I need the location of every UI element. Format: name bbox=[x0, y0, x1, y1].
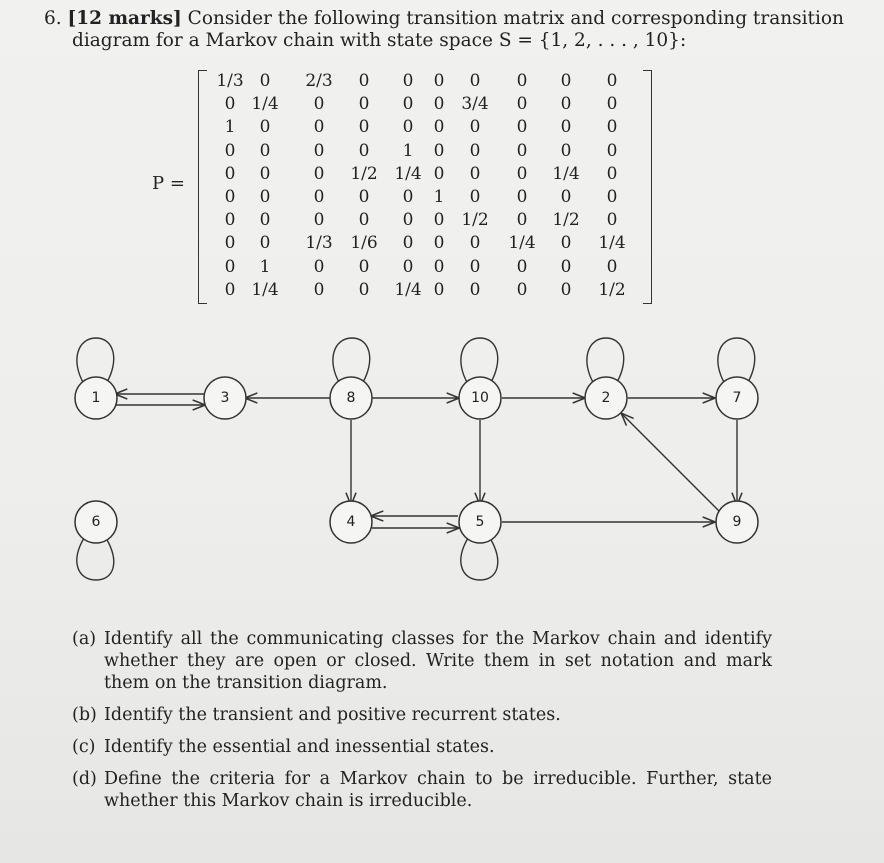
matrix-cell: 0 bbox=[259, 186, 271, 207]
matrix-cell: 0 bbox=[433, 71, 445, 91]
matrix-cell: 0 bbox=[560, 186, 572, 207]
matrix-cell: 0 bbox=[469, 186, 481, 207]
matrix-cell: 0 bbox=[402, 117, 414, 138]
matrix-cell: 0 bbox=[433, 233, 445, 254]
matrix-cell: 0 bbox=[606, 94, 618, 115]
part-b bbox=[72, 704, 772, 726]
matrix-cell: 0 bbox=[469, 233, 481, 254]
node-3-label: 3 bbox=[220, 390, 230, 406]
matrix-cell: 0 bbox=[224, 279, 236, 300]
matrix-cell: 1/4 bbox=[251, 279, 279, 300]
matrix-cell: 0 bbox=[469, 279, 481, 300]
matrix-cell: 1/2 bbox=[350, 163, 378, 184]
node-1-label: 1 bbox=[91, 390, 101, 406]
matrix-cell: 0 bbox=[358, 71, 370, 91]
node-7-label: 7 bbox=[732, 390, 742, 406]
matrix-cell: 0 bbox=[606, 256, 618, 277]
matrix-cell: 0 bbox=[606, 140, 618, 161]
matrix-cell: 0 bbox=[516, 279, 528, 300]
matrix-cell: 0 bbox=[469, 140, 481, 161]
matrix-cell: 0 bbox=[224, 186, 236, 207]
matrix-cell: 0 bbox=[313, 94, 325, 115]
matrix-cell: 0 bbox=[560, 94, 572, 115]
part-c bbox=[72, 736, 772, 758]
matrix-cell: 1/2 bbox=[552, 210, 580, 231]
part-d-label: (d) bbox=[72, 769, 97, 789]
matrix-cell: 0 bbox=[224, 94, 236, 115]
node-9-label: 9 bbox=[732, 514, 742, 530]
matrix-cell: 0 bbox=[433, 140, 445, 161]
matrix-cell: 1/4 bbox=[508, 233, 536, 254]
matrix-cell: 0 bbox=[433, 94, 445, 115]
question-parts bbox=[72, 628, 772, 822]
matrix-cell: 0 bbox=[259, 163, 271, 184]
matrix-cell: 0 bbox=[224, 210, 236, 231]
matrix-cell: 0 bbox=[259, 71, 271, 91]
matrix-cell: 1/4 bbox=[552, 163, 580, 184]
transition-diagram bbox=[0, 330, 884, 590]
matrix-cell: 1/6 bbox=[350, 233, 378, 254]
node-6-label: 6 bbox=[91, 514, 101, 530]
matrix-cell: 0 bbox=[358, 210, 370, 231]
matrix-cell: 0 bbox=[358, 117, 370, 138]
question-line-2: diagram for a Markov chain with state space S = {1, 2, . . . , 10}: bbox=[72, 30, 687, 51]
matrix-cell: 0 bbox=[313, 117, 325, 138]
node-10-label: 10 bbox=[471, 390, 489, 406]
part-b-label: (b) bbox=[72, 705, 97, 725]
matrix-cell: 0 bbox=[402, 186, 414, 207]
matrix-cell: 0 bbox=[259, 140, 271, 161]
matrix-cell: 1/3 bbox=[216, 71, 244, 91]
matrix-cell: 0 bbox=[358, 186, 370, 207]
matrix-cell: 0 bbox=[560, 140, 572, 161]
matrix-cell: 0 bbox=[313, 140, 325, 161]
matrix-cell: 0 bbox=[224, 163, 236, 184]
matrix-cell: 0 bbox=[259, 210, 271, 231]
matrix-cell: 1/3 bbox=[305, 233, 333, 254]
matrix-cell: 0 bbox=[606, 210, 618, 231]
part-b-text: Identify the transient and positive recurrent states. bbox=[104, 705, 561, 725]
matrix-cell: 0 bbox=[224, 256, 236, 277]
matrix-cell: 0 bbox=[313, 210, 325, 231]
part-a-text: Identify all the communicating classes for the Markov chain and identify whether they are open or closed. Write them in set notation and mark them on the transition diagram. bbox=[104, 629, 772, 693]
matrix-cell: 1 bbox=[433, 186, 445, 207]
matrix-cell: 0 bbox=[259, 117, 271, 138]
matrix-cell: 0 bbox=[224, 233, 236, 254]
matrix-cell: 0 bbox=[469, 256, 481, 277]
part-d-text: Define the criteria for a Markov chain to be irreducible. Further, state whether this Markov chain is irreducible. bbox=[104, 769, 772, 811]
matrix-cell: 0 bbox=[516, 186, 528, 207]
matrix-cell: 1/4 bbox=[394, 279, 422, 300]
matrix-cell: 1/2 bbox=[598, 279, 626, 300]
matrix-cell: 0 bbox=[402, 71, 414, 91]
matrix-cell: 0 bbox=[469, 71, 481, 91]
matrix-cell: 0 bbox=[516, 163, 528, 184]
matrix-cell: 0 bbox=[224, 140, 236, 161]
matrix-cell: 0 bbox=[560, 117, 572, 138]
matrix-cell: 0 bbox=[313, 279, 325, 300]
matrix-cell: 0 bbox=[433, 256, 445, 277]
matrix-cell: 0 bbox=[560, 71, 572, 91]
matrix-cell: 0 bbox=[433, 163, 445, 184]
question-marks: [12 marks] bbox=[67, 8, 182, 29]
matrix-cell: 0 bbox=[358, 94, 370, 115]
matrix-cell: 0 bbox=[313, 256, 325, 277]
matrix-cell: 1/2 bbox=[461, 210, 489, 231]
matrix-cell: 1 bbox=[224, 117, 236, 138]
matrix-cell: 1/4 bbox=[394, 163, 422, 184]
question-line-1: Consider the following transition matrix and corresponding transition bbox=[187, 8, 844, 29]
matrix-cell: 0 bbox=[313, 163, 325, 184]
matrix-cell: 2/3 bbox=[305, 71, 333, 91]
matrix-cell: 0 bbox=[516, 210, 528, 231]
matrix-cell: 0 bbox=[402, 256, 414, 277]
question-number: 6. bbox=[44, 8, 62, 29]
matrix-cell: 0 bbox=[433, 279, 445, 300]
question-heading bbox=[44, 8, 864, 52]
matrix-cell: 0 bbox=[606, 71, 618, 91]
matrix-label: P = bbox=[152, 173, 185, 194]
matrix-cell: 0 bbox=[606, 163, 618, 184]
matrix-cell: 0 bbox=[516, 256, 528, 277]
matrix-cell: 1 bbox=[402, 140, 414, 161]
part-d bbox=[72, 768, 772, 812]
node-5-label: 5 bbox=[475, 514, 485, 530]
part-a bbox=[72, 628, 772, 694]
matrix-right-bracket bbox=[643, 70, 652, 304]
self-loop-5 bbox=[461, 538, 498, 580]
matrix-cell: 0 bbox=[469, 163, 481, 184]
matrix-cell: 0 bbox=[402, 210, 414, 231]
matrix-cell: 0 bbox=[560, 279, 572, 300]
matrix-cell: 1/4 bbox=[251, 94, 279, 115]
edge-9-2 bbox=[622, 414, 720, 512]
matrix-cell: 0 bbox=[516, 94, 528, 115]
part-c-label: (c) bbox=[72, 737, 96, 757]
matrix-cell: 0 bbox=[606, 117, 618, 138]
part-a-label: (a) bbox=[72, 629, 97, 649]
matrix-cell: 1 bbox=[259, 256, 271, 277]
matrix-cell: 0 bbox=[433, 210, 445, 231]
node-4-label: 4 bbox=[346, 514, 356, 530]
matrix-cell: 0 bbox=[259, 233, 271, 254]
matrix-cell: 0 bbox=[358, 256, 370, 277]
matrix-cell: 0 bbox=[606, 186, 618, 207]
matrix-cell: 0 bbox=[358, 140, 370, 161]
matrix-cell: 0 bbox=[402, 233, 414, 254]
matrix-cell: 1/4 bbox=[598, 233, 626, 254]
matrix-cell: 0 bbox=[402, 94, 414, 115]
matrix-cell: 0 bbox=[560, 233, 572, 254]
part-c-text: Identify the essential and inessential states. bbox=[104, 737, 495, 757]
matrix-cell: 0 bbox=[560, 256, 572, 277]
matrix-cell: 3/4 bbox=[461, 94, 489, 115]
node-8-label: 8 bbox=[346, 390, 356, 406]
node-2-label: 2 bbox=[601, 390, 611, 406]
self-loop-6 bbox=[77, 538, 114, 580]
matrix-cell: 0 bbox=[433, 117, 445, 138]
matrix-cell: 0 bbox=[516, 71, 528, 91]
matrix-cell: 0 bbox=[516, 117, 528, 138]
matrix-cell: 0 bbox=[469, 117, 481, 138]
matrix-left-bracket bbox=[198, 70, 207, 304]
matrix-cell: 0 bbox=[313, 186, 325, 207]
matrix-cell: 0 bbox=[358, 279, 370, 300]
matrix-cell: 0 bbox=[516, 140, 528, 161]
